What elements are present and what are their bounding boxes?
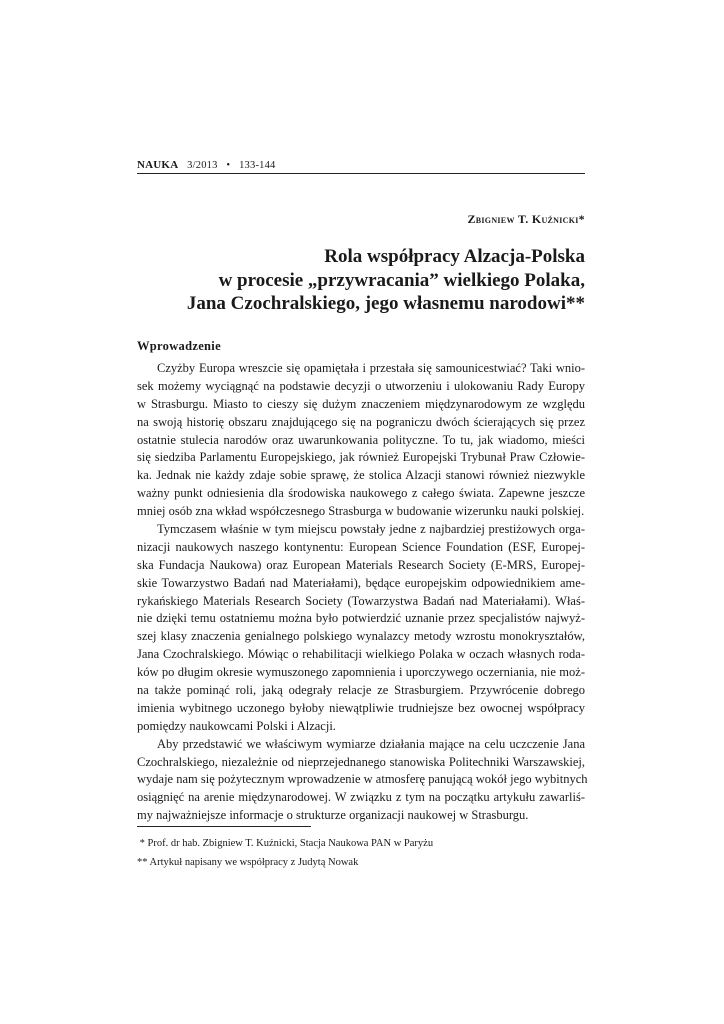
text-line: Czyżby Europa wreszcie się opamiętała i przestała się samounicestwiać? Taki wnio-	[157, 361, 585, 375]
text-line: nie dzięki temu ostatniemu można było potwierdzić uznanie przez specjalistów najwyż-	[137, 611, 585, 626]
author-name: Zbigniew T. Kuźnicki*	[467, 212, 585, 226]
text-line: ostatnie stulecia narodów oraz uwarunkowania polityczne. To tu, jak wiadomo, mieści	[137, 432, 585, 447]
paragraph	[137, 736, 588, 825]
page-range: 133-144	[239, 160, 276, 171]
footnotes	[137, 834, 585, 872]
header-rule	[137, 173, 585, 174]
footnote: * Prof. dr hab. Zbigniew T. Kuźnicki, Stacja Naukowa PAN w Paryżu	[137, 838, 434, 849]
text-line: imienia wybitnego uczonego byłoby niewątpliwie trudniejsze bez owocnej współpracy	[137, 700, 585, 715]
text-line: rykańskiego Materials Research Society (Towarzystwa Badań nad Materiałami). Właś-	[137, 593, 585, 608]
footnote: ** Artykuł napisany we współpracy z Judytą Nowak	[137, 857, 359, 868]
journal-issue: 3/2013	[187, 160, 218, 171]
text-line: nizacji naukowych naszego kontynentu: European Science Foundation (ESF, Europej-	[137, 539, 585, 554]
text-line: ska Fundacja Naukowa) oraz European Materials Research Society (E-MRS, Europej-	[137, 557, 585, 572]
text-line: na swoją historię obszaru znajdującego się na pograniczu dwóch ścierających się przez	[137, 414, 585, 429]
journal-name: NAUKA	[137, 159, 179, 171]
text-line: ków po długim okresie wymuszonego zapomnienia i uporczywego oczerniania, nie moż-	[137, 665, 585, 680]
paragraph	[137, 521, 585, 736]
title-line: w procesie „przywracania” wielkiego Polaka,	[218, 269, 585, 291]
text-line: mniej osób zna wkład współczesnego Strasburga w budowanie wizerunku nauki polskiej.	[137, 504, 585, 519]
section-heading: Wprowadzenie	[137, 339, 221, 353]
text-line: Jana Czochralskiego. Mówiąc o rehabilitacji wielkiego Polaka w oczach własnych roda-	[137, 647, 585, 662]
text-line: Tymczasem właśnie w tym miejscu powstały jedne z najbardziej prestiżowych orga-	[157, 522, 585, 537]
text-line: osiągnięć na arenie międzynarodowej. W związku z tym na początku artykułu zawarliś-	[137, 790, 585, 805]
title-line: Jana Czochralskiego, jego własnemu narodowi**	[186, 293, 585, 314]
running-header	[137, 159, 585, 171]
text-line: sek możemy wyciągnąć na podstawie decyzji o utworzeniu i ulokowaniu Rady Europy	[137, 378, 585, 393]
article-title	[137, 245, 585, 316]
header-separator: •	[226, 160, 231, 171]
text-line: szej klasy znaczenia genialnego polskiego wynalazcy metody wzrostu monokryształów,	[137, 629, 585, 644]
text-line: Aby przedstawić we właściwym wymiarze działania mające na celu uczczenie Jana	[157, 736, 585, 751]
text-line: w Strasburgu. Miasto to cieszy się dużym znaczeniem międzynarodowym ze względu	[137, 396, 585, 411]
article-body	[137, 360, 588, 825]
text-line: na także pominąć roli, jaką odegrały relacje ze Strasburgiem. Przywrócenie dobrego	[137, 683, 585, 698]
text-line: skie Towarzystwo Badań nad Materiałami), będące europejskim odpowiednikiem ame-	[137, 575, 585, 590]
text-line: wydaje nam się pożytecznym wprowadzenie w atmosferę panującą wokół jego wybitnych	[137, 772, 588, 787]
text-line: ważny punkt odniesienia dla środowiska naukowego z całego świata. Zapewne jeszcze	[137, 486, 585, 501]
text-line: pomiędzy naukowcami Polski i Alzacji.	[137, 718, 336, 733]
text-line: Czochralskiego, niezależnie od nieprzejednanego stanowiska Politechniki Warszawskiej,	[137, 754, 585, 769]
text-line: my najważniejsze informacje o strukturze organizacji naukowej w Strasburgu.	[137, 808, 529, 823]
text-line: się siedziba Parlamentu Europejskiego, jak również Europejski Trybunał Praw Człowie-	[137, 450, 585, 465]
text-line: ka. Jednak nie każdy zdaje sobie sprawę, że stolica Alzacji stanowi również niezwykle	[137, 468, 585, 483]
paragraph	[137, 360, 585, 521]
footnote-rule	[137, 826, 311, 827]
title-line: Rola współpracy Alzacja-Polska	[324, 246, 585, 267]
